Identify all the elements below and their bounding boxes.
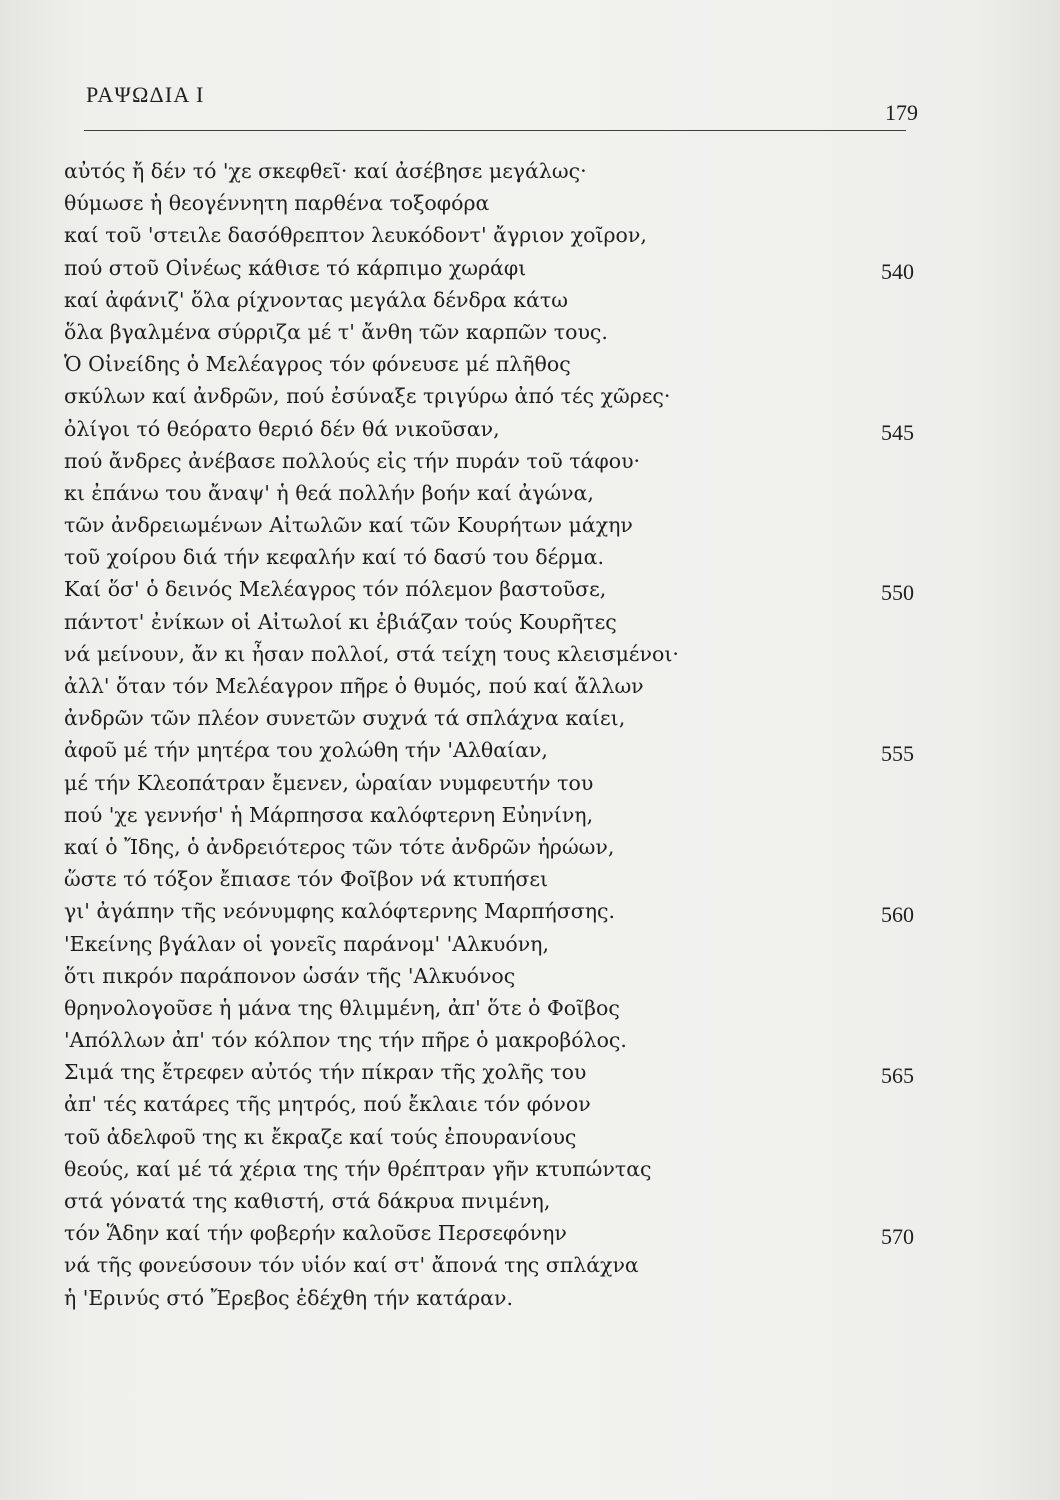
verse-line (64, 767, 914, 799)
verse-text: 'Απόλλων ἀπ' τόν κόλπον της τήν πῆρε ὁ μακροβόλος. (64, 1028, 627, 1053)
verse-text: καί ἀφάνιζ' ὅλα ρίχνοντας μεγάλα δένδρα κάτω (64, 287, 568, 312)
verse-text: πάντοτ' ἐνίκων οἱ Αἰτωλοί κι ἐβιάζαν τούς Κουρῆτες (64, 609, 617, 634)
verse-text: θρηνολογοῦσε ἡ μάνα της θλιμμένη, ἀπ' ὅτε ὁ Φοῖβος (64, 995, 620, 1020)
verse-line (64, 413, 914, 445)
verse-text: νά τῆς φονεύσουν τόν υἱόν καί στ' ἄπονά της σπλάχνα (64, 1253, 639, 1278)
line-number: 560 (881, 902, 914, 928)
verse-line (64, 702, 914, 734)
verse-line (64, 799, 914, 831)
verse-text: πού στοῦ Οἰνέως κάθισε τό κάρπιμο χωράφι (64, 255, 527, 280)
verse-text: 'Εκείνης βγάλαν οἱ γονεῖς παράνομ' 'Αλκυόνη, (64, 931, 549, 956)
verse-text: σκύλων καί ἀνδρῶν, πού ἐσύναξε τριγύρω ἀπό τές χῶρες· (64, 384, 671, 409)
verse-text: ἀλλ' ὅταν τόν Μελέαγρον πῆρε ὁ θυμός, πού καί ἄλλων (64, 674, 644, 698)
verse-text: θύμωσε ἡ θεογέννητη παρθένα τοξοφόρα (64, 191, 490, 216)
verse-text: κι ἐπάνω του ἄναψ' ἡ θεά πολλήν βοήν καί ἀγώνα, (64, 480, 594, 505)
verse-text: θεούς, καί μέ τά χέρια της τήν θρέπτραν γῆν κτυπώντας (64, 1156, 652, 1181)
verse-text: ἀπ' τές κατάρες τῆς μητρός, πού ἔκλαιε τόν φόνον (64, 1092, 591, 1117)
verse-line (64, 445, 914, 477)
verse-line (64, 1217, 914, 1249)
running-head: ΡΑΨΩΔΙΑ Ι (86, 82, 205, 107)
line-number: 565 (881, 1063, 914, 1089)
verse-text: αὐτός ἤ δέν τό 'χε σκεφθεῖ· καί ἀσέβησε μεγάλως· (64, 159, 587, 183)
verse-text: ἡ 'Ερινύς στό Ἔρεβος ἐδέχθη τήν κατάραν. (64, 1285, 513, 1310)
verse-text: καί τοῦ 'στειλε δασόθρεπτον λευκόδοντ' ἄγριον χοῖρον, (64, 223, 647, 248)
verse-line (64, 187, 914, 219)
verse-line (64, 541, 914, 573)
verse-text: τῶν ἀνδρειωμένων Αἰτωλῶν καί τῶν Κουρήτων μάχην (64, 513, 633, 538)
verse-line (64, 606, 914, 638)
verse-line (64, 316, 914, 348)
verse-line (64, 284, 914, 316)
verse-line (64, 863, 914, 895)
verse-line (64, 670, 914, 702)
verse-line (64, 252, 914, 284)
verse-line (64, 219, 914, 251)
line-number: 555 (881, 741, 914, 767)
verse-text: νά μείνουν, ἄν κι ἦσαν πολλοί, στά τείχη τους κλεισμένοι· (64, 641, 679, 666)
verse-line (64, 1088, 914, 1120)
verse-text: τόν Ἅδην καί τήν φοβερήν καλοῦσε Περσεφόνην (64, 1221, 567, 1246)
verse-line (64, 1185, 914, 1217)
verse-line (64, 928, 914, 960)
verse-text: καί ὁ Ἴδης, ὁ ἀνδρειότερος τῶν τότε ἀνδρῶν ἡρώων, (64, 834, 615, 859)
verse-text: ὅλα βγαλμένα σύρριζα μέ τ' ἄνθη τῶν καρπῶν τους. (64, 319, 608, 344)
verse-line (64, 477, 914, 509)
verse-line (64, 1056, 914, 1088)
verse-line (64, 638, 914, 670)
verse-line (64, 992, 914, 1024)
verse-line (64, 1282, 914, 1314)
verse-line (64, 895, 914, 927)
verse-text: Καί ὅσ' ὁ δεινός Μελέαγρος τόν πόλεμον βαστοῦσε, (64, 577, 607, 602)
verse-line (64, 960, 914, 992)
verse-text: πού 'χε γεννήσ' ἡ Μάρπησσα καλόφτερνη Εὐηνίνη, (64, 802, 594, 827)
verse-line (64, 573, 914, 605)
verse-block (64, 155, 914, 1314)
verse-text: τοῦ χοίρου διά τήν κεφαλήν καί τό δασύ του δέρμα. (64, 545, 604, 570)
verse-line (64, 831, 914, 863)
verse-text: Σιμά της ἔτρεφεν αὐτός τήν πίκραν τῆς χολῆς του (64, 1060, 587, 1085)
verse-text: γι' ἀγάπην τῆς νεόνυμφης καλόφτερνης Μαρπήσσης. (64, 899, 616, 924)
verse-text: στά γόνατά της καθιστή, στά δάκρυα πνιμένη, (64, 1189, 551, 1213)
verse-line (64, 348, 914, 380)
verse-line (64, 1153, 914, 1185)
verse-line (64, 734, 914, 766)
verse-text: τοῦ ἀδελφοῦ της κι ἔκραζε καί τούς ἐπουρανίους (64, 1124, 577, 1149)
verse-line (64, 1024, 914, 1056)
verse-text: Ὁ Οἰνείδης ὁ Μελέαγρος τόν φόνευσε μέ πλῆθος (64, 352, 571, 377)
verse-text: ἀνδρῶν τῶν πλέον συνετῶν συχνά τά σπλάχνα καίει, (64, 706, 626, 731)
verse-text: ὀλίγοι τό θεόρατο θεριό δέν θά νικοῦσαν, (64, 416, 500, 441)
verse-line (64, 1249, 914, 1281)
verse-line (64, 155, 914, 187)
header-rule (84, 130, 906, 131)
line-number: 540 (881, 258, 914, 284)
verse-text: ἀφοῦ μέ τήν μητέρα του χολώθη τήν 'Αλθαίαν, (64, 738, 548, 763)
verse-text: μέ τήν Κλεοπάτραν ἔμενεν, ὡραίαν νυμφευτήν του (64, 770, 594, 795)
verse-text: ὅτι πικρόν παράπονον ὡσάν τῆς 'Αλκυόνος (64, 963, 516, 988)
line-number: 570 (881, 1224, 914, 1250)
verse-text: ὥστε τό τόξον ἔπιασε τόν Φοῖβον νά κτυπήσει (64, 867, 549, 892)
verse-line (64, 509, 914, 541)
page-header (84, 78, 924, 134)
verse-line (64, 380, 914, 412)
line-number: 545 (881, 419, 914, 445)
line-number: 550 (881, 580, 914, 606)
verse-text: πού ἄνδρες ἀνέβασε πολλούς εἰς τήν πυράν τοῦ τάφου· (64, 448, 641, 473)
page-number: 179 (885, 100, 918, 125)
verse-line (64, 1121, 914, 1153)
